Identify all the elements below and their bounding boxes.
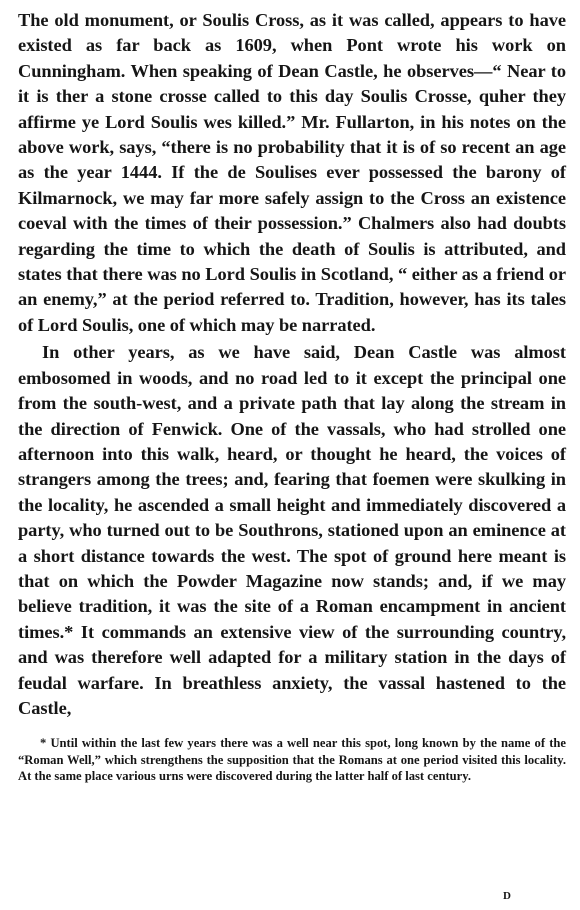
signature-mark: D bbox=[503, 890, 512, 902]
footnote: * Until within the last few years there was a well near this spot, long known by the name of the “Roman Well,” which strengthens the supposition that the Romans at one period visited this locality. At the same place various urns were discovered during the latter half of last century. bbox=[18, 736, 566, 783]
paragraph-soulis-cross: The old monument, or Soulis Cross, as it was called, appears to have existed as far back as 1609, when Pont wrote his work on Cunningham. When speaking of Dean Castle, he observes—“ Near to it is ther a stone crosse called to this day Soulis Crosse, quher they affirme ye Lord Soulis wes killed.” Mr. Fullarton, in his notes on the above work, says, “there is no probability that it is of so recent an age as the year 1444. If the de Soulises ever possessed the barony of Kilmarnock, we may far more safely assign to the Cross an existence coeval with the times of their possession.” Chalmers also had doubts regarding the time to which the death of Soulis is attributed, and states that there was no Lord Soulis in Scotland, “ either as a friend or an enemy,” at the period referred to. Tradition, however, has its tales of Lord Soulis, one of which may be narrated. bbox=[18, 10, 566, 335]
paragraph-dean-castle: In other years, as we have said, Dean Castle was almost embosomed in woods, and no road led to it except the principal one from the south-west, and a private path that lay along the stream in the direction of Fenwick. One of the vassals, who had strolled one afternoon into this walk, heard, or thought he heard, the voices of strangers among the trees; and, fearing that foemen were skulking in the locality, he ascended a small height and immediately discovered a party, who turned out to be Southrons, stationed upon an eminence at a short distance towards the west. The spot of ground here meant is that on which the Powder Magazine now stands; and, if we may believe tradition, it was the site of a Roman encampment in ancient times.* It commands an extensive view of the surrounding country, and was therefore well adapted for a military station in the days of feudal warfare. In breathless anxiety, the vassal hastened to the Castle, bbox=[18, 342, 566, 718]
document-page bbox=[18, 8, 566, 797]
